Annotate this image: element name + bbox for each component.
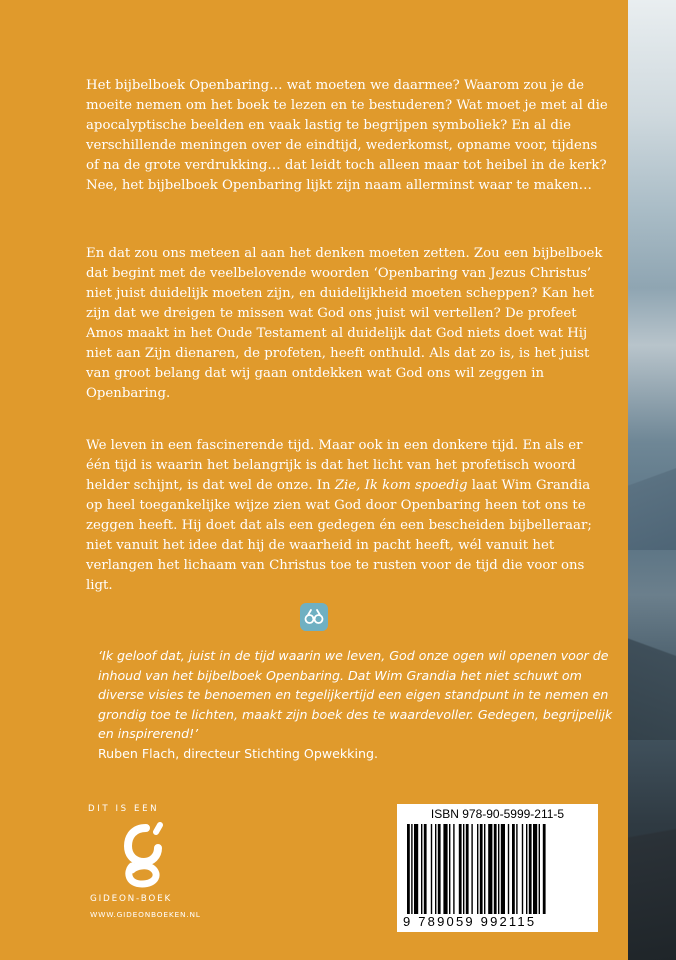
barcode-bar [498, 824, 499, 914]
barcode-number: 9 789059 992115 [403, 914, 537, 929]
publisher-url: WWW.GIDEONBOEKEN.NL [90, 910, 201, 919]
gideon-g-logo [116, 822, 168, 890]
isbn-label: ISBN 978-90-5999-211-5 [430, 807, 565, 821]
quote-attribution: Ruben Flach, directeur Stichting Opwekking. [98, 745, 378, 761]
barcode-bar [449, 824, 450, 914]
barcode-bar [526, 824, 527, 914]
barcode-bar [484, 824, 485, 914]
barcode-bar [539, 824, 540, 914]
barcode-bar [477, 824, 478, 914]
barcode-bar [459, 824, 462, 914]
barcode-bar [522, 824, 523, 914]
barcode-bar [501, 824, 505, 914]
paragraph-2: En dat zou ons meteen al aan het denken moeten zetten. Zou een bijbelboek dat begint met de veelbelovende woorden ‘Openbaring van Jezus Christus’ niet juist duidelijk moeten zijn, en duidelijkheid moeten scheppen? Kan het zijn dat we dreigen te missen wat God ons juist wil vertellen? De profeet Amos maakt in het Oude Testament al duidelijk dat God niets doet wat Hij niet aan Zijn dienaren, de profeten, heeft onthuld. Als dat zo is, is het juist van groot belang dat wij gaan ontdekken wat God ons wil zeggen in Openbaring. [86, 246, 603, 401]
publisher-name: GIDEON-BOEK [90, 894, 173, 904]
barcode-bar [488, 824, 492, 914]
endorsement-quote [98, 646, 618, 763]
barcode-bar [407, 824, 410, 914]
paragraph-3-after: laat Wim Grandia op heel toegankelijke wijze zien wat God door Openbaring heen tot ons te zeggen heeft. Hij doet dat als een gedegen én een bescheiden bijbelleraar; niet vanuit het idee dat hij de waarheid in pacht heeft, wél vanuit het verlangen het lichaam van Christus toe te rusten voor de tijd die voor ons ligt. [86, 478, 592, 593]
barcode-bar [529, 824, 532, 914]
paragraph-3-before: We leven in een fascinerende tijd. Maar ook in een donkere tijd. En als er één tijd is waarin het belangrijk is dat het licht van het profetisch woord helder schijnt, is dat wel de onze. In [86, 438, 583, 493]
barcode-bar [431, 824, 432, 914]
barcode [397, 804, 598, 932]
barcode-bar [435, 824, 436, 914]
mountain-layer [628, 600, 676, 740]
publisher-tagline: DIT IS EEN [88, 804, 160, 814]
barcode-bar [471, 824, 472, 914]
barcode-bars [407, 824, 589, 914]
barcode-bar [424, 824, 427, 914]
cover-photo-strip [628, 0, 676, 960]
paragraph-3 [86, 436, 610, 596]
barcode-bar [411, 824, 412, 914]
binoculars-icon [300, 603, 328, 631]
barcode-bar [543, 824, 546, 914]
barcode-bar [508, 824, 509, 914]
barcode-bar [463, 824, 464, 914]
barcode-bar [414, 824, 418, 914]
quote-text: ‘Ik geloof dat, juist in de tijd waarin we leven, God onze ogen wil openen voor de inhoud van het bijbelboek Openbaring. Dat Wim Grandia het niet schuwt om diverse visies te benoemen en tegelijkertijd een eigen standpunt in te nemen en grondig toe te lichten, maakt zijn boek des te waardevoller. Gedegen, begrijpelijk en inspirerend!’ [98, 648, 613, 741]
book-title: Zie, Ik kom spoedig [334, 478, 468, 493]
barcode-bar [453, 824, 454, 914]
barcode-bar [480, 824, 483, 914]
paragraph-1: Het bijbelboek Openbaring… wat moeten we daarmee? Waarom zou je de moeite nemen om het boek te lezen en te bestuderen? Wat moet je met al die apocalyptische beelden en vaak lastig te begrijpen symboliek? En al die verschillende meningen over de eindtijd, wederkomst, opname voor, tijdens of na de grote verdrukking… dat leidt toch alleen maar tot heibel in de kerk? Nee, het bijbelboek Openbaring lijkt zijn naam allerminst waar te maken… [86, 78, 608, 193]
barcode-bar [533, 824, 537, 914]
mountain-layer [628, 430, 676, 550]
barcode-bar [494, 824, 497, 914]
barcode-bar [438, 824, 441, 914]
barcode-bar [466, 824, 469, 914]
barcode-bar [421, 824, 422, 914]
barcode-bar [443, 824, 447, 914]
mountain-layer [628, 780, 676, 960]
barcode-bar [516, 824, 517, 914]
barcode-bar [512, 824, 515, 914]
